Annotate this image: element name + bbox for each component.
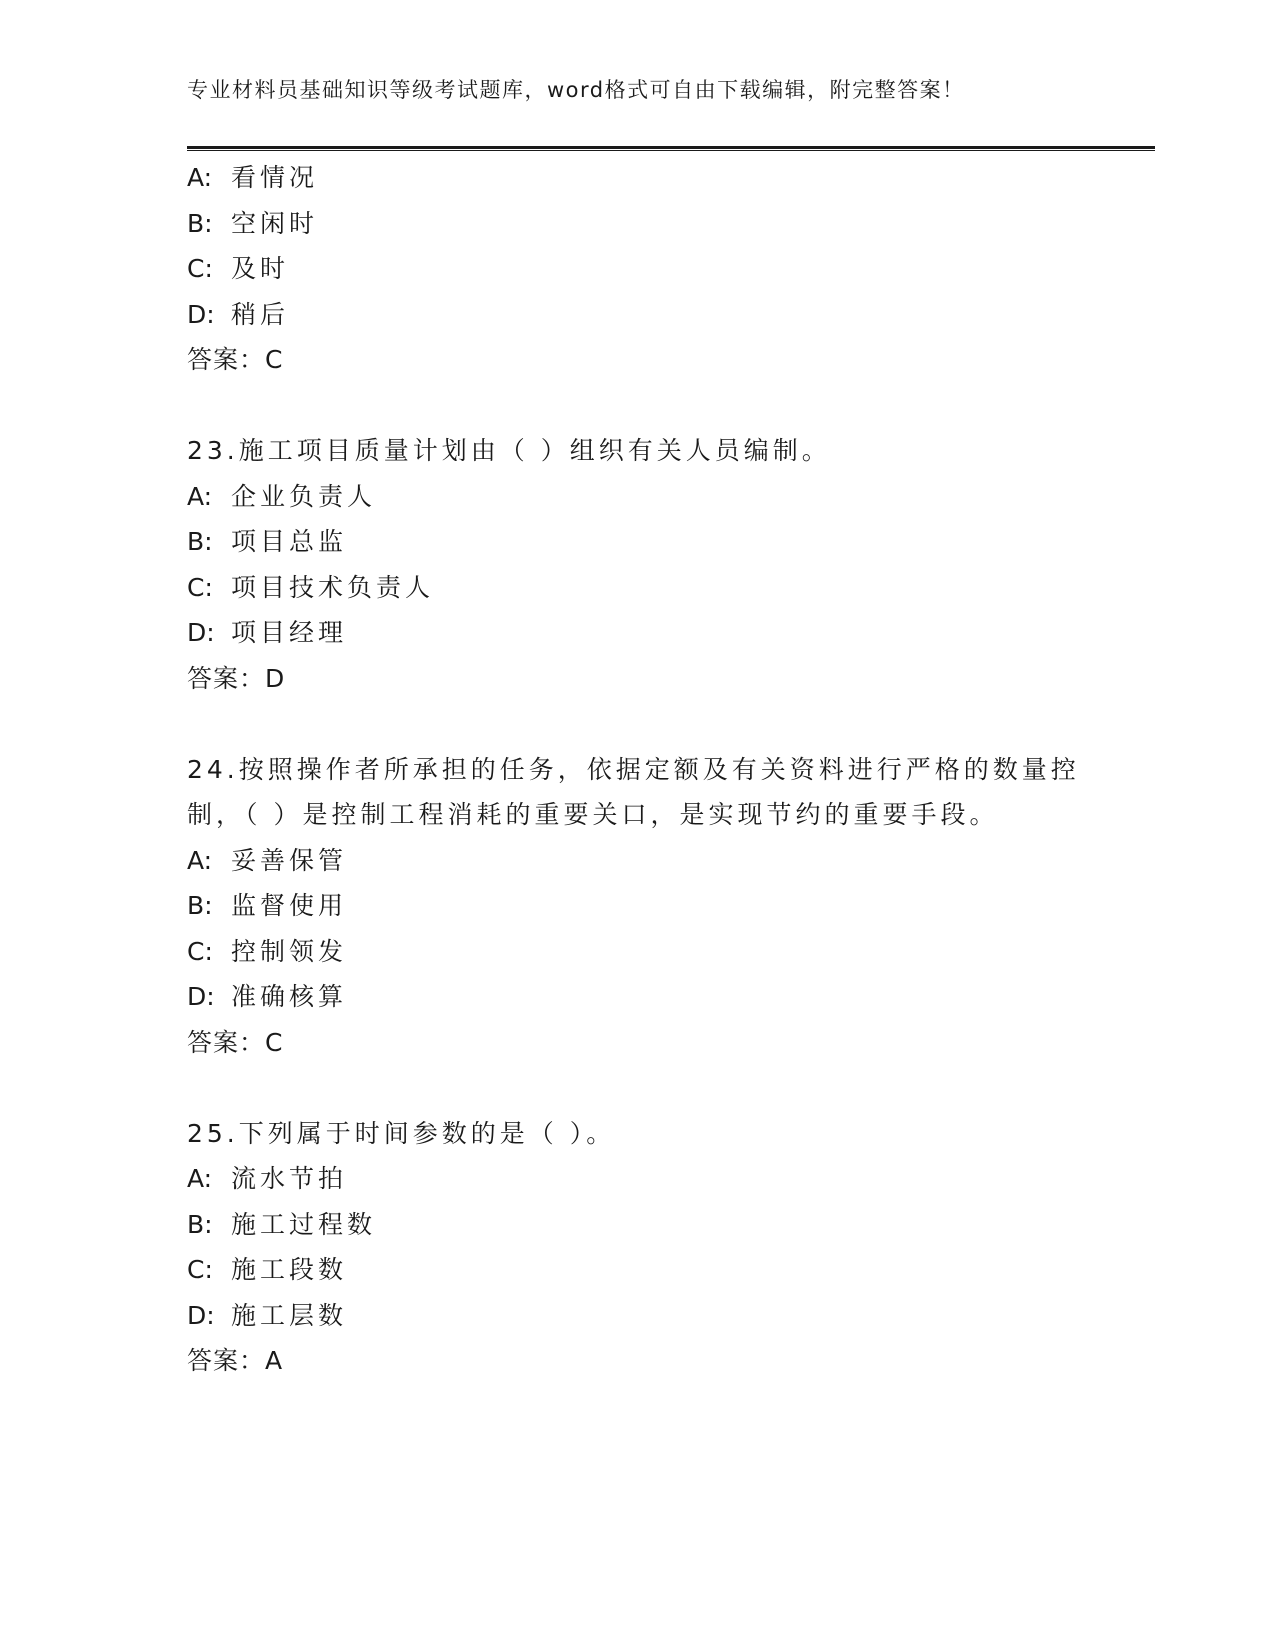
option-text: 监督使用 <box>231 891 348 920</box>
option-label: D: <box>187 982 215 1011</box>
option-label: D: <box>187 1300 215 1330</box>
option-b <box>187 201 1087 247</box>
question-stem: 24.按照操作者所承担的任务，依据定额及有关资料进行严格的数量控 <box>187 754 1080 784</box>
option-label: B: <box>187 891 213 920</box>
question-25 <box>187 1111 1087 1384</box>
option-label: D: <box>187 299 215 329</box>
option-label: A: <box>187 163 213 192</box>
question-stem-continuation: 制，（ ）是控制工程消耗的重要关口，是实现节约的重要手段。 <box>187 800 999 829</box>
option-b <box>187 883 1087 929</box>
question-24 <box>187 747 1087 1066</box>
option-label: A: <box>187 481 213 511</box>
option-c <box>187 246 1087 292</box>
option-label: C: <box>187 1255 213 1284</box>
option-a <box>187 474 1087 520</box>
option-text: 施工段数 <box>231 1255 348 1284</box>
option-label: C: <box>187 936 213 966</box>
option-text: 及时 <box>231 254 290 283</box>
option-label: B: <box>187 527 213 556</box>
option-d <box>187 292 1087 338</box>
option-label: C: <box>187 254 213 283</box>
option-text: 看情况 <box>231 163 319 192</box>
option-text: 项目技术负责人 <box>231 572 435 602</box>
page-header: 专业材料员基础知识等级考试题库，word格式可自由下载编辑，附完整答案！ <box>187 78 965 102</box>
option-text: 施工层数 <box>231 1300 348 1330</box>
question-stem: 25.下列属于时间参数的是（ ）。 <box>187 1118 616 1148</box>
spacer <box>187 1065 1087 1111</box>
option-c <box>187 929 1087 975</box>
option-d <box>187 610 1087 656</box>
option-label: B: <box>187 1209 213 1239</box>
option-a <box>187 1156 1087 1202</box>
option-a <box>187 838 1087 884</box>
spacer <box>187 383 1087 429</box>
option-text: 空闲时 <box>231 208 319 238</box>
option-c <box>187 565 1087 611</box>
option-label: D: <box>187 618 215 647</box>
option-b <box>187 1202 1087 1248</box>
option-d <box>187 974 1087 1020</box>
question-stem: 23.施工项目质量计划由（ ）组织有关人员编制。 <box>187 436 831 465</box>
option-label: B: <box>187 208 213 238</box>
answer-line: 答案：C <box>187 1027 284 1057</box>
option-text: 准确核算 <box>231 982 348 1011</box>
spacer <box>187 701 1087 747</box>
answer-line: 答案：C <box>187 345 284 374</box>
header-rule <box>187 146 1155 151</box>
answer-line: 答案：D <box>187 663 286 693</box>
question-22-continued <box>187 155 1087 383</box>
question-23 <box>187 428 1087 701</box>
option-label: A: <box>187 845 213 875</box>
option-text: 妥善保管 <box>231 845 348 875</box>
option-c <box>187 1247 1087 1293</box>
option-text: 项目经理 <box>231 618 348 647</box>
option-text: 稍后 <box>231 299 290 329</box>
option-text: 控制领发 <box>231 936 348 966</box>
option-d <box>187 1293 1087 1339</box>
option-text: 流水节拍 <box>231 1164 348 1193</box>
option-label: A: <box>187 1164 213 1193</box>
option-text: 项目总监 <box>231 527 348 556</box>
option-text: 企业负责人 <box>231 481 377 511</box>
option-label: C: <box>187 572 213 602</box>
option-b <box>187 519 1087 565</box>
question-list <box>187 155 1087 1384</box>
option-text: 施工过程数 <box>231 1209 377 1239</box>
option-a <box>187 155 1087 201</box>
answer-line: 答案：A <box>187 1346 284 1375</box>
